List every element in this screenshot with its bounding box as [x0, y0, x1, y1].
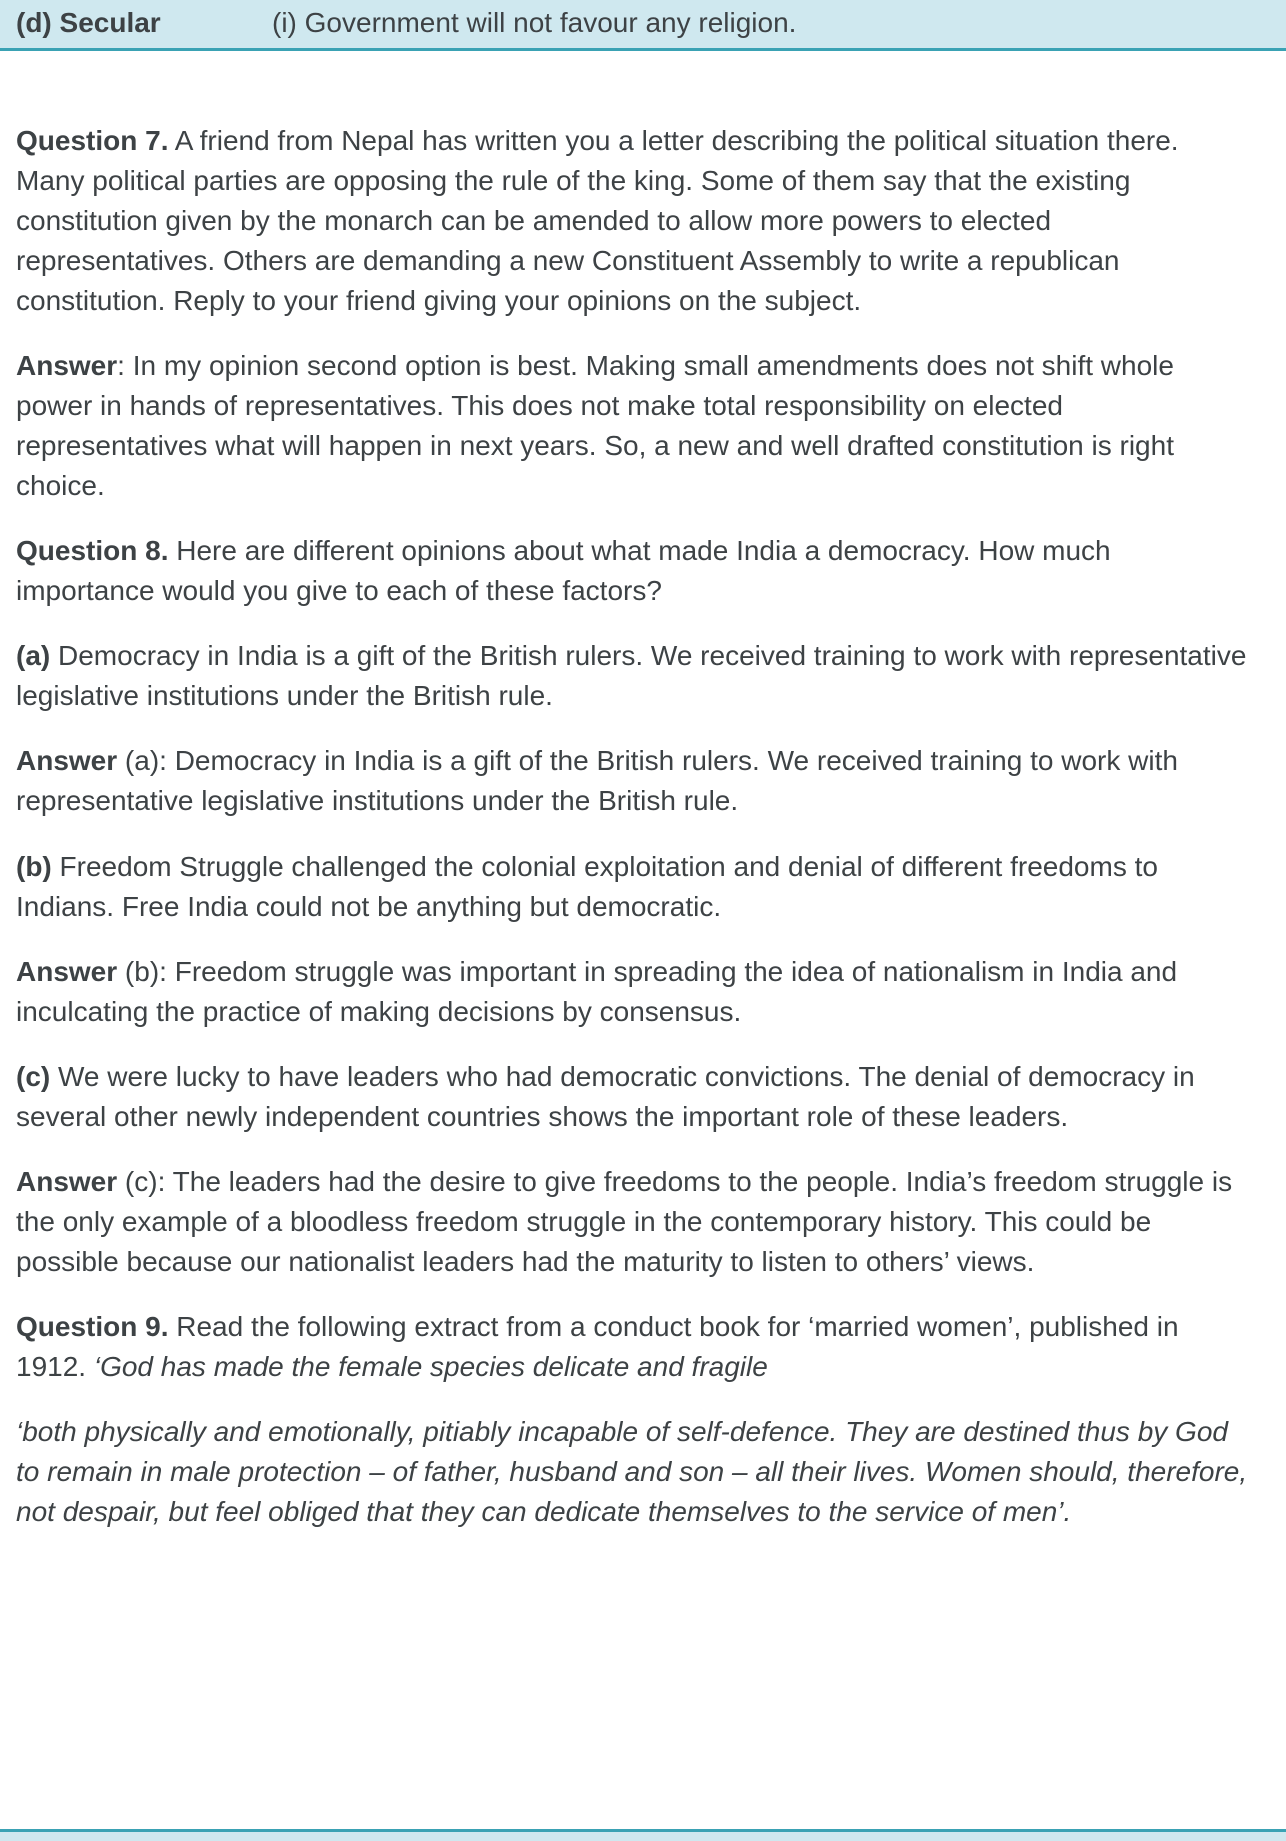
question-8c-text: We were lucky to have leaders who had democratic convictions. The denial of democracy in several other newly independent countries shows the important role of these leaders.: [16, 1060, 1195, 1132]
answer-8c-paragraph: [16, 1162, 1252, 1282]
question-7-text: A friend from Nepal has written you a letter describing the political situation there. Many political parties are opposing the rule of the king. Some of them say that the existing constitution given by the monarch can be amended to allow more powers to elected representatives. Others are demanding a new Constituent Assembly to write a republican constitution. Reply to your friend giving your opinions on the subject.: [16, 125, 1179, 317]
table-cell-definition: (i) Government will not favour any religion.: [272, 7, 797, 38]
question-8a-label: (a): [16, 640, 51, 672]
answer-8a-label: Answer: [16, 745, 118, 777]
question-9-quote-text: ‘both physically and emotionally, pitiably incapable of self-defence. They are destined thus by God to remain in male protection – of father, husband and son – all their lives. Women should, therefore, not despair, but feel obliged that they can dedicate themselves to the service of men’.: [16, 1415, 1248, 1527]
table-row-secular: [0, 0, 1286, 51]
question-9-quote-paragraph: [16, 1412, 1252, 1532]
question-9-text: Read the following extract from a conduct book for ‘married women’, published in 1912.: [16, 1310, 1179, 1382]
next-table-row-edge: [0, 1829, 1286, 1841]
answer-8a-text: (a): Democracy in India is a gift of the British rulers. We received training to work with representative legislative institutions under the British rule.: [16, 745, 1178, 817]
question-8b-label: (b): [16, 850, 52, 882]
answer-8b-label: Answer: [16, 955, 118, 987]
document-body: [0, 51, 1286, 1532]
answer-7-paragraph: [16, 346, 1252, 506]
answer-7-text: : In my opinion second option is best. Making small amendments does not shift whole power in hands of representatives. This does not make total responsibility on elected representatives what will happen in next years. So, a new and well drafted constitution is right choice.: [16, 350, 1174, 502]
question-9-paragraph: [16, 1307, 1252, 1387]
question-8-paragraph: [16, 531, 1252, 611]
question-8c-paragraph: [16, 1057, 1252, 1137]
question-9-label: Question 9.: [16, 1310, 169, 1342]
table-cell-term: (d) Secular: [16, 7, 161, 38]
answer-8c-label: Answer: [16, 1165, 118, 1197]
question-8c-label: (c): [16, 1060, 51, 1092]
question-9-quote-start: ‘God has made the female species delicate and fragile: [93, 1350, 768, 1382]
answer-8a-paragraph: [16, 741, 1252, 821]
answer-8c-text: (c): The leaders had the desire to give freedoms to the people. India’s freedom struggle is the only example of a bloodless freedom struggle in the contemporary history. This could be possible because our nationalist leaders had the maturity to listen to others’ views.: [16, 1165, 1233, 1277]
answer-7-label: Answer: [16, 350, 118, 382]
question-8-label: Question 8.: [16, 535, 169, 567]
answer-8b-text: (b): Freedom struggle was important in spreading the idea of nationalism in India and inculcating the practice of making decisions by consensus.: [16, 955, 1178, 1027]
question-7-label: Question 7.: [16, 125, 169, 157]
question-8a-text: Democracy in India is a gift of the British rulers. We received training to work with representative legislative institutions under the British rule.: [16, 640, 1247, 712]
question-8a-paragraph: [16, 636, 1252, 716]
question-8b-paragraph: [16, 847, 1252, 927]
answer-8b-paragraph: [16, 952, 1252, 1032]
question-7-paragraph: [16, 121, 1252, 321]
question-8-text: Here are different opinions about what made India a democracy. How much importance would you give to each of these factors?: [16, 535, 1111, 607]
question-8b-text: Freedom Struggle challenged the colonial exploitation and denial of different freedoms to Indians. Free India could not be anything but democratic.: [16, 850, 1158, 922]
